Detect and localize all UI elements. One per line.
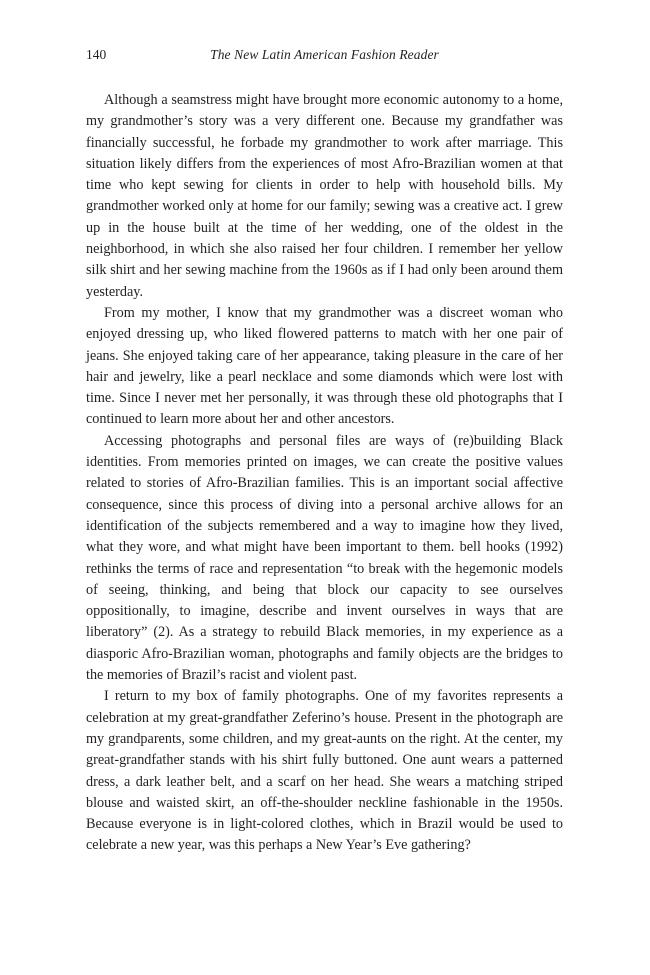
body-text (86, 90, 563, 857)
paragraph: From my mother, I know that my grandmother was a discreet woman who enjoyed dressing up, who liked flowered patterns to match with her one pair of jeans. She enjoyed taking care of her appearance, taking pleasure in the care of her hair and jewelry, like a pearl necklace and some diamonds which were lost with time. Since I never met her personally, it was through these old photographs that I continued to learn more about her and other ancestors. (86, 304, 563, 428)
paragraph: Accessing photographs and personal files are ways of (re)building Black identities. From memories printed on images, we can create the positive values related to stories of Afro-Brazilian families. This is an important social affective consequence, since this process of diving into a personal archive allows for an identification of the subjects remembered and a way to imagine how they lived, what they wore, and what might have been important to them. bell hooks (1992) rethinks the terms of race and representation “to break with the hegemonic models of seeing, thinking, and being that block our capacity to see ourselves oppositionally, to imagine, describe and invent ourselves in ways that are liberatory” (2). As a strategy to rebuild Black memories, in my experience as a diasporic Afro-Brazilian woman, photographs and family objects are the bridges to the memories of Brazil’s racist and violent past. (86, 432, 563, 684)
book-page (86, 44, 563, 857)
running-head (86, 44, 563, 66)
paragraph: I return to my box of family photographs. One of my favorites represents a celebration at my great-grandfather Zeferino’s house. Present in the photograph are my grandparents, some children, and my great-aunts on the right. At the center, my great-grandfather stands with his shirt fully buttoned. One aunt wears a patterned dress, a dark leather belt, and a scarf on her head. She wears a matching striped blouse and waisted skirt, an off-the-shoulder neckline fashionable in the 1950s. Because everyone is in light-colored clothes, which in Brazil would be used to celebrate a new year, was this perhaps a New Year’s Eve gathering? (86, 688, 563, 854)
paragraph: Although a seamstress might have brought more economic autonomy to a home, my grandmother’s story was a very different one. Because my grandfather was financially successful, he forbade my grandmother to work after marriage. This situation likely differs from the experiences of most Afro-Brazilian women at that time who kept sewing for clients in order to help with household bills. My grandmother worked only at home for our family; sewing was a creative act. I grew up in the house built at the time of her wedding, one of the oldest in the neighborhood, in which she also raised her four children. I remember her yellow silk shirt and her sewing machine from the 1960s as if I had only been around them yesterday. (86, 92, 563, 300)
running-head-title: The New Latin American Fashion Reader (210, 47, 439, 62)
page-number: 140 (86, 47, 107, 62)
